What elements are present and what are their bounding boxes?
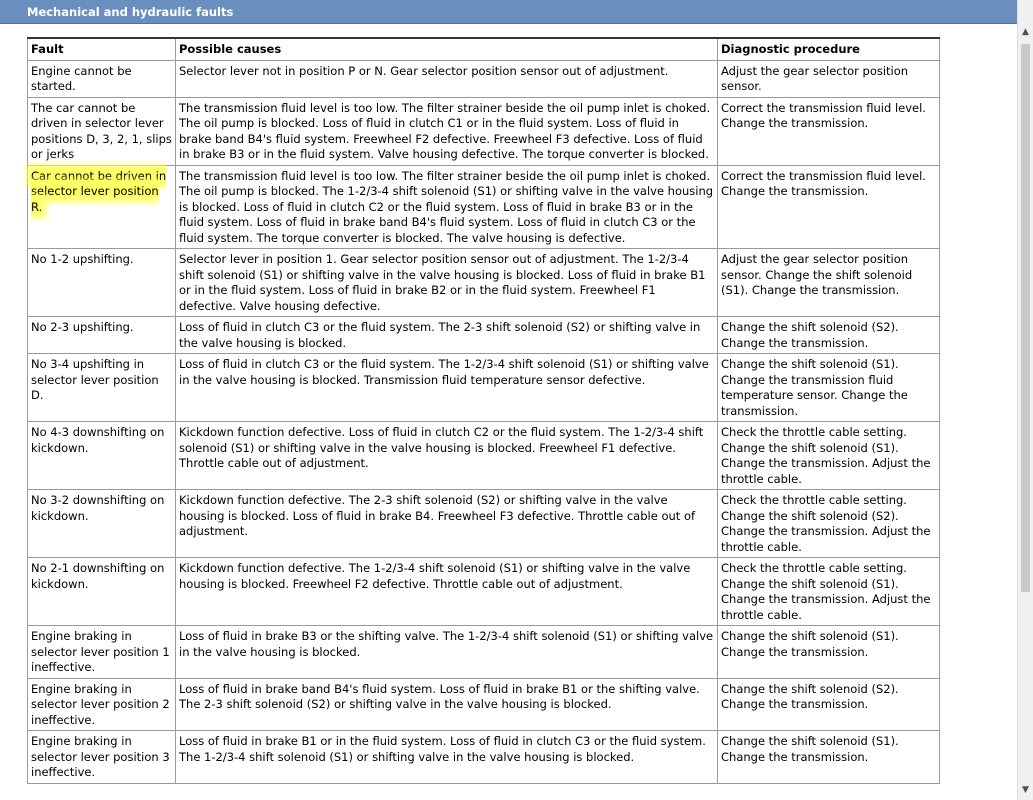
table-row xyxy=(28,731,940,784)
fault-cell: The car cannot be driven in selector lever positions D, 3, 2, 1, slips or jerks xyxy=(28,97,176,165)
vertical-scrollbar[interactable] xyxy=(1017,0,1033,800)
table-row xyxy=(28,422,940,490)
causes-cell: Loss of fluid in brake band B4's fluid system. Loss of fluid in brake B1 or the shifting valve. The 2-3 shift solenoid (S2) or shifting valve in the valve housing is blocked. xyxy=(176,678,718,731)
procedure-cell: Change the shift solenoid (S1). Change the transmission. xyxy=(718,731,940,784)
fault-cell-highlighted xyxy=(28,165,176,249)
scroll-down-arrow-icon[interactable]: ▼ xyxy=(1022,785,1029,795)
causes-cell: Loss of fluid in clutch C3 or the fluid system. The 1-2/3-4 shift solenoid (S1) or shifting valve in the valve housing is blocked. Transmission fluid temperature sensor defective. xyxy=(176,354,718,422)
table-row xyxy=(28,678,940,731)
table-row xyxy=(28,354,940,422)
panel-title: Mechanical and hydraulic faults xyxy=(0,0,1017,24)
procedure-cell: Change the shift solenoid (S2). Change the transmission. xyxy=(718,317,940,354)
procedure-cell: Check the throttle cable setting. Change the shift solenoid (S2). Change the transmission. Adjust the throttle cable. xyxy=(718,490,940,558)
procedure-cell: Correct the transmission fluid level. Change the transmission. xyxy=(718,97,940,165)
fault-cell: No 2-3 upshifting. xyxy=(28,317,176,354)
scroll-thumb[interactable] xyxy=(1021,44,1030,592)
procedure-cell: Change the shift solenoid (S1). Change the transmission fluid temperature sensor. Change the transmission. xyxy=(718,354,940,422)
scroll-up-arrow-icon[interactable]: ▲ xyxy=(1022,27,1029,37)
header-possible-causes: Possible causes xyxy=(176,38,718,60)
fault-cell: Engine braking in selector lever position 2 ineffective. xyxy=(28,678,176,731)
header-fault: Fault xyxy=(28,38,176,60)
faults-table xyxy=(27,37,940,784)
highlight-mark: Car cannot be driven in selector lever position R. xyxy=(31,168,167,214)
causes-cell: Kickdown function defective. Loss of fluid in clutch C2 or the fluid system. The 1-2/3-4 shift solenoid (S1) or shifting valve in the valve housing is blocked. Freewheel F1 defective. Throttle cable out of adjustment. xyxy=(176,422,718,490)
fault-cell: No 3-4 upshifting in selector lever position D. xyxy=(28,354,176,422)
procedure-cell: Check the throttle cable setting. Change the shift solenoid (S1). Change the transmission. Adjust the throttle cable. xyxy=(718,422,940,490)
fault-cell: No 2-1 downshifting on kickdown. xyxy=(28,558,176,626)
procedure-cell: Adjust the gear selector position sensor. xyxy=(718,60,940,97)
causes-cell: Selector lever in position 1. Gear selector position sensor out of adjustment. The 1-2/3-4 shift solenoid (S1) or shifting valve in the valve housing is blocked. Loss of fluid in brake B1 or in the fluid system. Loss of fluid in brake B2 or in the fluid system. Freewheel F1 defective. Valve housing defective. xyxy=(176,249,718,317)
causes-cell: Loss of fluid in brake B1 or in the fluid system. Loss of fluid in clutch C3 or the fluid system. The 1-2/3-4 shift solenoid (S1) or shifting valve in the valve housing is blocked. xyxy=(176,731,718,784)
header-diagnostic-procedure: Diagnostic procedure xyxy=(718,38,940,60)
causes-cell: Selector lever not in position P or N. Gear selector position sensor out of adjustment. xyxy=(176,60,718,97)
table-header-row xyxy=(28,38,940,60)
table-row xyxy=(28,626,940,679)
table-row xyxy=(28,490,940,558)
causes-cell: The transmission fluid level is too low. The filter strainer beside the oil pump inlet is choked. The oil pump is blocked. Loss of fluid in clutch C1 or in the fluid system. Loss of fluid in brake band B4's fluid system. Freewheel F2 defective. Freewheel F3 defective. Loss of fluid in brake B3 or in the fluid system. Valve housing defective. The torque converter is blocked. xyxy=(176,97,718,165)
table-row xyxy=(28,249,940,317)
fault-cell: Engine cannot be started. xyxy=(28,60,176,97)
fault-cell: No 3-2 downshifting on kickdown. xyxy=(28,490,176,558)
procedure-cell: Adjust the gear selector position sensor. Change the shift solenoid (S1). Change the transmission. xyxy=(718,249,940,317)
table-row xyxy=(28,558,940,626)
causes-cell: Kickdown function defective. The 1-2/3-4 shift solenoid (S1) or shifting valve in the valve housing is blocked. Freewheel F2 defective. Throttle cable out of adjustment. xyxy=(176,558,718,626)
fault-cell: No 1-2 upshifting. xyxy=(28,249,176,317)
table-row xyxy=(28,60,940,97)
table-row xyxy=(28,317,940,354)
causes-cell: Loss of fluid in clutch C3 or the fluid system. The 2-3 shift solenoid (S2) or shifting valve in the valve housing is blocked. xyxy=(176,317,718,354)
table-body xyxy=(28,60,940,783)
fault-cell: Engine braking in selector lever position 1 ineffective. xyxy=(28,626,176,679)
procedure-cell: Change the shift solenoid (S1). Change the transmission. xyxy=(718,626,940,679)
causes-cell: The transmission fluid level is too low. The filter strainer beside the oil pump inlet is choked. The oil pump is blocked. The 1-2/3-4 shift solenoid (S1) or shifting valve in the valve housing is blocked. Loss of fluid in clutch C2 or the fluid system. Loss of fluid in brake B3 or in the fluid system. Loss of fluid in brake band B4's fluid system. Loss of fluid in clutch C3 or the fluid system. The torque converter is blocked. The valve housing is defective. xyxy=(176,165,718,249)
table-row xyxy=(28,97,940,165)
fault-cell: Engine braking in selector lever position 3 ineffective. xyxy=(28,731,176,784)
fault-cell: No 4-3 downshifting on kickdown. xyxy=(28,422,176,490)
causes-cell: Kickdown function defective. The 2-3 shift solenoid (S2) or shifting valve in the valve housing is blocked. Loss of fluid in brake B4. Freewheel F3 defective. Throttle cable out of adjustment. xyxy=(176,490,718,558)
procedure-cell: Change the shift solenoid (S2). Change the transmission. xyxy=(718,678,940,731)
procedure-cell: Check the throttle cable setting. Change the shift solenoid (S1). Change the transmission. Adjust the throttle cable. xyxy=(718,558,940,626)
table-row xyxy=(28,165,940,249)
procedure-cell: Correct the transmission fluid level. Change the transmission. xyxy=(718,165,940,249)
causes-cell: Loss of fluid in brake B3 or the shifting valve. The 1-2/3-4 shift solenoid (S1) or shifting valve in the valve housing is blocked. xyxy=(176,626,718,679)
faults-table-container xyxy=(27,37,940,784)
